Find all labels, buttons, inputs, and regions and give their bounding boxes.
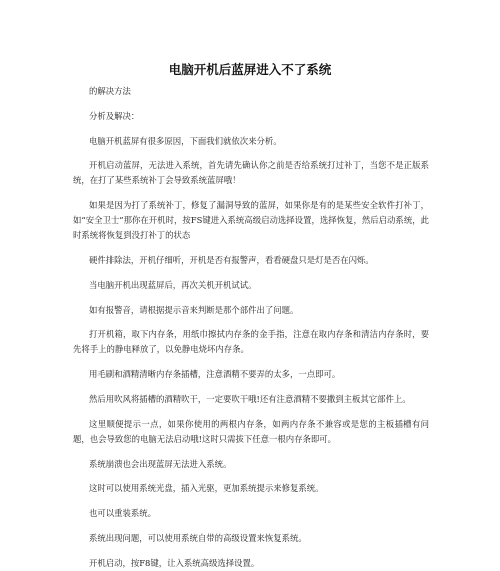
paragraph: 这里顺便提示一点，如果你使用的两根内存条，如两内存条不兼容或是您的主板插槽有问题，也会导致您的电脑无法启动哦!这时只需拔下任意一根内存条即可。 xyxy=(73,418,429,444)
paragraph: 然后用吹风将插槽的酒精吹干，一定要吹干哦!还有注意酒精不要撒到主板其它部件上。 xyxy=(89,393,411,404)
page-title: 电脑开机后蓝屏进入不了系统 xyxy=(168,62,332,77)
paragraph: 当电脑开机出现蓝屏后，再次关机开机试试。 xyxy=(89,279,257,290)
paragraph: 开机启动，按F8键，让入系统高级选择设置。 xyxy=(89,557,260,568)
paragraph: 打开机箱，取下内存条，用纸巾擦拭内存条的金手指，注意在取内存条和清洁内存条时，要先将手上的静电释放了，以免静电烧坏内存条。 xyxy=(73,329,429,355)
paragraph: 系统出现问题，可以使用系统自带的高级设置来恢复系统。 xyxy=(89,532,307,543)
paragraph: 如有报警音，请根据提示音来判断是那个部件出了问题。 xyxy=(89,304,299,315)
paragraph: 也可以重装系统。 xyxy=(89,508,156,519)
paragraph: 用毛刷和酒精清晰内存条插槽，注意酒精不要弄的太多，一点即可。 xyxy=(89,369,341,380)
paragraph: 开机启动蓝屏，无法进入系统，首先请先确认你之前是否给系统打过补丁，当您不是正版系统，在打了某些系统补丁会导致系统蓝屏哦！ xyxy=(73,160,429,186)
paragraph: 这时可以使用系统光盘，插入光驱，更加系统提示来修复系统。 xyxy=(89,483,324,494)
paragraph: 分析及解决： xyxy=(89,110,140,121)
paragraph: 硬件排除法，开机仔细听，开机是否有报警声，看看硬盘只是灯是否在闪烁。 xyxy=(89,254,374,265)
document-body xyxy=(73,84,429,571)
paragraph: 如果是因为打了系统补丁，修复了漏洞导致的蓝屏，如果你是有的是某些安全软件打补丁，如“安全卫士”那你在开机时，按FS键进入系统高级启动选择设置，选择恢复，然后启动系统，此时系统将恢复到没打补丁的状态 xyxy=(73,200,429,241)
paragraph: 电脑开机蓝屏有很多原因，下面我们就依次来分析。 xyxy=(89,135,282,146)
paragraph: 系统崩溃也会出现蓝屏无法进入系统。 xyxy=(89,458,232,469)
paragraph: 的解决方法 xyxy=(89,86,131,96)
